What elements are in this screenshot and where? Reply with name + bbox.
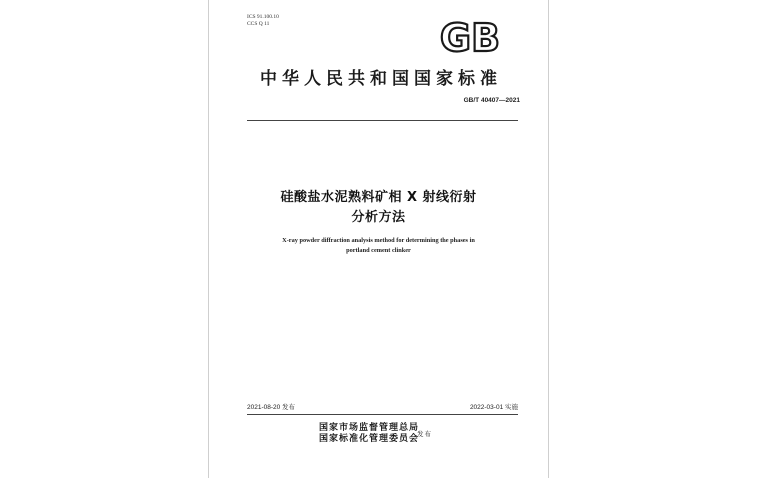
issuing-authorities — [319, 423, 419, 445]
release-date: 2021-08-20 发布 — [247, 404, 296, 411]
top-divider — [247, 120, 518, 121]
standard-number: GB/T 40407—2021 — [463, 97, 520, 104]
standard-cover-page — [208, 0, 549, 478]
title-zh-line1: 硅酸盐水泥熟料矿相 X 射线衍射 — [280, 190, 477, 205]
title-chinese — [209, 188, 548, 228]
title-en-line1: X-ray powder diffraction analysis method for determining the phases in — [282, 237, 475, 244]
title-en-line2: portland cement clinker — [346, 247, 411, 254]
nation-standard-heading: 中华人民共和国国家标准 — [260, 69, 502, 89]
ics-code: ICS 91.100.10 — [247, 14, 279, 20]
ics-ccs-codes — [247, 14, 279, 28]
gb-logo — [435, 20, 505, 56]
issuer-samr: 国家市场监督管理总局 — [319, 423, 420, 433]
title-zh-line2: 分析方法 — [351, 210, 406, 225]
title-english — [209, 236, 548, 256]
issue-label: 发布 — [417, 430, 432, 438]
ccs-code: CCS Q 11 — [247, 21, 270, 27]
implement-date: 2022-03-01 实施 — [469, 404, 518, 411]
issuer-sac: 国家标准化管理委员会 — [319, 434, 420, 444]
bottom-divider — [247, 414, 518, 415]
gb-logo-text: GB — [439, 20, 501, 56]
